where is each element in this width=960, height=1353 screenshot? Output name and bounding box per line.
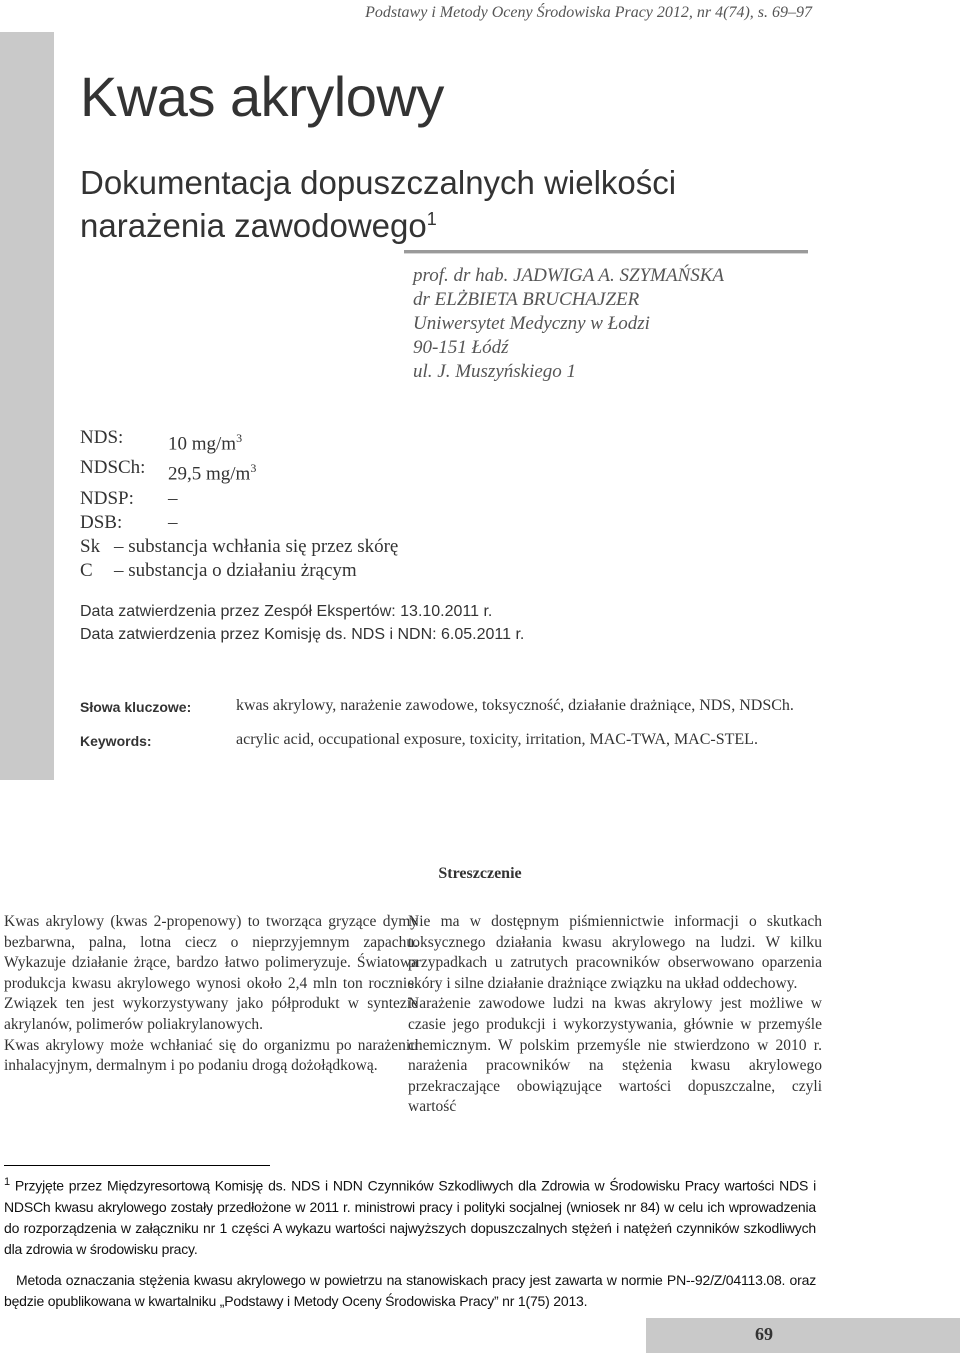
limit-unit-sup: 3	[250, 461, 257, 476]
subtitle-footnote-mark: 1	[426, 209, 437, 229]
keywords-block	[80, 695, 814, 763]
limit-value-text: 29,5 mg/m	[168, 463, 251, 485]
notation-value: – substancja wchłania się przez skórę	[114, 535, 399, 557]
notation-row-c	[80, 559, 398, 583]
subtitle-line-1: Dokumentacja dopuszczalnych wielkości	[80, 164, 677, 201]
limit-key: NDSP:	[80, 487, 134, 509]
keywords-en-label-text: Keywords:	[80, 733, 152, 749]
limit-row-dsb	[80, 511, 398, 535]
abstract-paragraph: Nie ma w dostępnym piśmiennictwie informacji o skutkach toksycznego działania kwasu akrylowego na ludzi. W kilku przypadkach u zatrutych pracowników obserwowano oparzenia skóry i silne działanie drażniące związku na układ oddechowy.	[408, 913, 822, 992]
page-number-band	[646, 1318, 960, 1353]
author-line: dr ELŻBIETA BRUCHAJZER	[413, 289, 640, 310]
footnote-1-text: Przyjęte przez Międzyresortową Komisję ds. NDS i NDN Czynników Szkodliwych dla Zdrowia w Środowisku Pracy wartości NDS i NDSCh kwasu akrylowego zostały przedłożone w 2011 r. ministrowi pracy i polityki socjalnej (wniosek nr 84) w celu ich wprowadzenia do rozporządzenia w załączniku nr 1 części A wykazu wartości najwyższych dopuszczalnych stężeń i natężeń czynników szkodliwych dla zdrowia w środowisku pracy.	[4, 1177, 816, 1257]
address-line: ul. J. Muszyńskiego 1	[413, 361, 577, 382]
footnote-2: Metoda oznaczania stężenia kwasu akrylowego w powietrzu na stanowiskach pracy jest zawarta w normie PN--92/Z/04113.08. oraz będzie opublikowana w kwartalniku „Podstawy i Metody Oceny Środowiska Pracy” nr 1(75) 2013.	[4, 1271, 816, 1309]
keywords-pl-label-text: Słowa kluczowe:	[80, 699, 192, 715]
affiliation-line: Uniwersytet Medyczny w Łodzi	[413, 313, 650, 334]
abstract-column-left	[4, 912, 418, 1077]
abstract-paragraph: Kwas akrylowy może wchłaniać się do organizmu po narażeniu inhalacyjnym, dermalnym i po podaniu drogą dożołądkową.	[4, 1036, 418, 1075]
keywords-en-label	[80, 729, 236, 752]
footnotes	[4, 1172, 816, 1312]
keywords-en-row	[80, 729, 814, 752]
exposure-limits	[80, 426, 398, 583]
notation-key: Sk	[80, 535, 101, 557]
limit-row-ndsp	[80, 487, 398, 511]
author-line: prof. dr hab. JADWIGA A. SZYMAŃSKA	[413, 265, 725, 286]
title-divider	[404, 250, 808, 253]
limit-row-ndsch	[80, 456, 398, 486]
approval-date-experts: Data zatwierdzenia przez Zespół Ekspertów: 13.10.2011 r.	[80, 603, 493, 620]
page-number: 69	[755, 1324, 773, 1344]
address-line: 90-151 Łódź	[413, 337, 509, 358]
limit-value	[168, 456, 256, 486]
limit-unit-sup: 3	[236, 431, 243, 445]
left-decorative-band	[0, 32, 54, 780]
keywords-en-text: acrylic acid, occupational exposure, toxicity, irritation, MAC-TWA, MAC-STEL.	[236, 731, 758, 748]
keywords-pl-label	[80, 695, 236, 718]
subtitle-line-2-text: narażenia zawodowego	[80, 207, 427, 244]
limit-key: DSB:	[80, 511, 123, 533]
limit-value	[168, 426, 242, 456]
page-title: Kwas akrylowy	[80, 65, 444, 128]
limit-row-nds	[80, 426, 398, 456]
approval-dates	[80, 600, 524, 646]
limit-key: NDSCh:	[80, 457, 146, 479]
subtitle-line-2	[80, 201, 800, 244]
limit-key: NDS:	[80, 427, 124, 448]
limit-value: –	[168, 511, 178, 533]
footnote-divider	[4, 1165, 270, 1166]
page-subtitle	[80, 165, 800, 244]
abstract-column-right	[408, 912, 822, 1118]
running-header: Podstawy i Metody Oceny Środowiska Pracy 2012, nr 4(74), s. 69–97	[365, 4, 812, 21]
abstract-paragraph: Kwas akrylowy (kwas 2-propenowy) to tworząca gryzące dymy bezbarwna, palna, lotna ciecz o nieprzyjemnym zapachu. Wykazuje działanie żrące, bardzo łatwo polimeryzuje. Światowa produkcja kwasu akrylowego wynosi około 2,4 mln ton rocznie. Związek ten jest wykorzystywany jako półprodukt w syntezie akrylanów, polimerów poliakrylanowych.	[4, 913, 418, 1033]
keywords-pl-text: kwas akrylowy, narażenie zawodowe, toksyczność, działanie drażniące, NDS, NDSCh.	[236, 697, 794, 714]
keywords-pl-row	[80, 695, 814, 718]
notation-key: C	[80, 559, 93, 581]
footnote-1	[4, 1172, 816, 1260]
footnote-mark: 1	[4, 1176, 10, 1188]
approval-date-commission: Data zatwierdzenia przez Komisję ds. NDS i NDN: 6.05.2011 r.	[80, 626, 525, 643]
notation-value: – substancja o działaniu żrącym	[114, 559, 357, 581]
abstract-paragraph: Narażenie zawodowe ludzi na kwas akrylowy jest możliwe w czasie jego produkcji i wykorzystywania, głównie w przemyśle chemicznym. W polskim przemyśle nie stwierdzono w 2010 r. narażenia pracowników na stężenia kwasu akrylowego przekraczające obowiązujące wartości dopuszczalne, czyli wartość	[408, 995, 822, 1116]
limit-value: –	[168, 487, 178, 509]
abstract-heading: Streszczenie	[438, 865, 522, 882]
limit-value-text: 10 mg/m	[168, 433, 237, 455]
notation-row-sk	[80, 535, 398, 559]
authors-block	[413, 264, 724, 384]
